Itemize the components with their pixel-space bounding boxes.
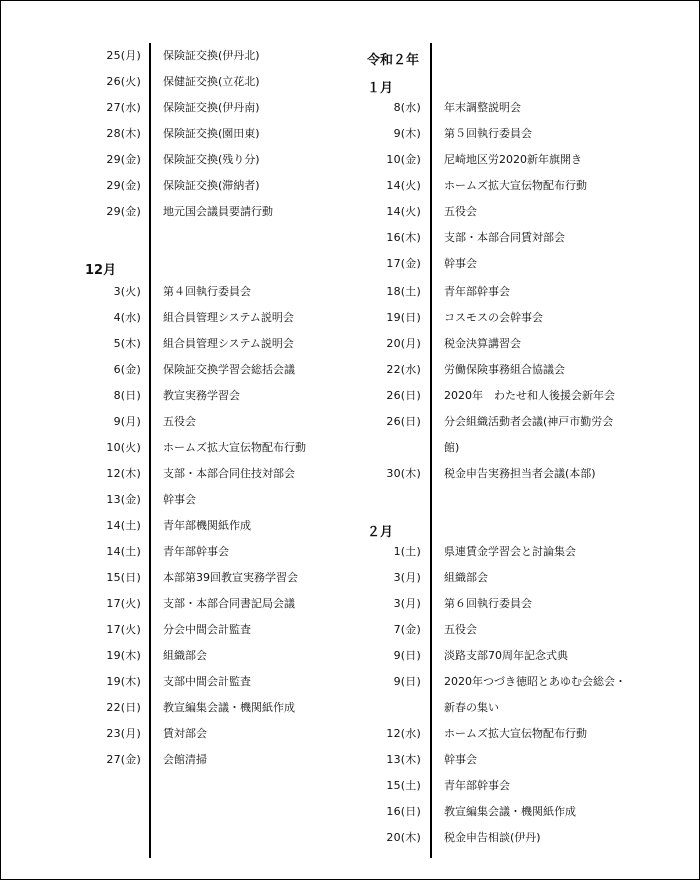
- event-title: 組合員管理システム説明会: [163, 311, 294, 324]
- event-title: 支部・本部合同住技対部会: [163, 467, 295, 480]
- event-date: 29(金): [106, 153, 141, 166]
- event-date: 10(火): [106, 441, 141, 454]
- event-date: 9(日): [393, 649, 421, 662]
- event-title: 第５回執行委員会: [444, 127, 532, 140]
- left-column-rule: [149, 43, 151, 858]
- event-title: ホームズ拡大宣伝物配布行動: [163, 441, 306, 454]
- event-title: 年末調整説明会: [444, 101, 521, 114]
- event-title: 組織部会: [163, 649, 207, 662]
- event-title: 五役会: [444, 205, 477, 218]
- era-heading: 令和２年: [367, 53, 420, 68]
- event-title: 五役会: [444, 623, 477, 636]
- event-title: ホームズ拡大宣伝物配布行動: [444, 727, 587, 740]
- event-date: 17(火): [106, 623, 141, 636]
- event-date: 30(木): [386, 467, 421, 480]
- event-title: 第６回執行委員会: [444, 597, 532, 610]
- event-title: 地元国会議員要請行動: [163, 205, 273, 218]
- event-title: 労働保険事務組合協議会: [444, 363, 565, 376]
- event-date: 13(金): [106, 493, 141, 506]
- event-title: 保険証交換(残り分): [163, 153, 260, 166]
- event-date: 3(月): [393, 597, 421, 610]
- event-title: 幹事会: [444, 257, 477, 270]
- event-date: 3(火): [113, 285, 141, 298]
- event-title: 2020年 わたせ和人後援会新年会: [444, 389, 615, 402]
- event-title: 淡路支部70周年記念式典: [444, 649, 568, 662]
- event-date: 13(木): [386, 753, 421, 766]
- event-date: 17(金): [386, 257, 421, 270]
- event-title: ホームズ拡大宣伝物配布行動: [444, 179, 587, 192]
- event-title: 青年部幹事会: [163, 545, 229, 558]
- event-date: 3(月): [393, 571, 421, 584]
- event-date: 26(火): [106, 75, 141, 88]
- event-title: 賃対部会: [163, 727, 207, 740]
- event-title: 青年部幹事会: [444, 285, 510, 298]
- event-date: 4(水): [113, 311, 141, 324]
- event-title: 支部・本部合同賃対部会: [444, 231, 565, 244]
- event-title: 分会中間会計監査: [163, 623, 251, 636]
- event-date: 19(木): [106, 675, 141, 688]
- event-date: 27(水): [106, 101, 141, 114]
- event-date: 15(日): [106, 571, 141, 584]
- event-title: 税金申告相談(伊丹): [444, 831, 541, 844]
- event-date: 26(日): [386, 389, 421, 402]
- month-heading: 12月: [85, 263, 117, 278]
- event-date: 9(日): [393, 675, 421, 688]
- event-title: 幹事会: [163, 493, 196, 506]
- event-date: 19(木): [106, 649, 141, 662]
- event-date: 9(木): [393, 127, 421, 140]
- event-title: 青年部幹事会: [444, 779, 510, 792]
- event-date: 12(水): [386, 727, 421, 740]
- event-title: 保険証交換(滞納者): [163, 179, 260, 192]
- event-date: 29(金): [106, 179, 141, 192]
- event-date: 22(水): [386, 363, 421, 376]
- event-date: 14(火): [386, 205, 421, 218]
- event-title: 保健証交換(立花北): [163, 75, 260, 88]
- event-date: 16(木): [386, 231, 421, 244]
- event-title: 第４回執行委員会: [163, 285, 251, 298]
- event-title: 教宣編集会議・機関紙作成: [444, 805, 576, 818]
- event-title: 幹事会: [444, 753, 477, 766]
- event-title: 組合員管理システム説明会: [163, 337, 294, 350]
- event-date: 17(火): [106, 597, 141, 610]
- event-title: 新春の集い: [444, 701, 499, 714]
- event-date: 10(金): [386, 153, 421, 166]
- event-date: 20(月): [386, 337, 421, 350]
- event-title: 尼崎地区労2020新年旗開き: [444, 153, 582, 166]
- event-date: 29(金): [106, 205, 141, 218]
- event-date: 25(月): [106, 49, 141, 62]
- event-title: 保険証交換(伊丹北): [163, 49, 260, 62]
- event-title: 五役会: [163, 415, 196, 428]
- event-title: 支部中間会計監査: [163, 675, 251, 688]
- event-date: 5(木): [113, 337, 141, 350]
- event-title: 青年部機関紙作成: [163, 519, 251, 532]
- event-date: 16(日): [386, 805, 421, 818]
- event-title: 教宣実務学習会: [163, 389, 240, 402]
- event-date: 26(日): [386, 415, 421, 428]
- event-date: 12(木): [106, 467, 141, 480]
- event-date: 27(金): [106, 753, 141, 766]
- event-date: 23(月): [106, 727, 141, 740]
- month-heading: ２月: [367, 525, 394, 540]
- right-column-rule: [430, 43, 432, 858]
- event-title: コスモスの会幹事会: [444, 311, 543, 324]
- event-date: 14(土): [106, 545, 141, 558]
- event-title: 保険証交換(園田東): [163, 127, 260, 140]
- event-date: 7(金): [393, 623, 421, 636]
- event-title: 2020年つづき徳昭とあゆむ会総会・: [444, 675, 626, 688]
- event-title: 館): [444, 441, 460, 454]
- event-date: 15(土): [386, 779, 421, 792]
- event-title: 県連賃金学習会と討論集会: [444, 545, 576, 558]
- event-title: 教宣編集会議・機関紙作成: [163, 701, 295, 714]
- event-date: 14(土): [106, 519, 141, 532]
- event-title: 保険証交換学習会総括会議: [163, 363, 295, 376]
- event-title: 税金決算講習会: [444, 337, 521, 350]
- event-title: 保険証交換(伊丹南): [163, 101, 260, 114]
- event-title: 分会組織活動者会議(神戸市勤労会: [444, 415, 614, 428]
- event-date: 20(木): [386, 831, 421, 844]
- event-date: 1(土): [393, 545, 421, 558]
- event-date: 22(日): [106, 701, 141, 714]
- event-date: 8(水): [393, 101, 421, 114]
- event-date: 19(日): [386, 311, 421, 324]
- event-date: 14(火): [386, 179, 421, 192]
- event-title: 本部第39回教宣実務学習会: [163, 571, 298, 584]
- event-date: 8(日): [113, 389, 141, 402]
- event-title: 組織部会: [444, 571, 488, 584]
- month-heading: １月: [367, 81, 394, 96]
- event-date: 28(木): [106, 127, 141, 140]
- event-title: 支部・本部合同書記局会議: [163, 597, 295, 610]
- event-title: 会館清掃: [163, 753, 207, 766]
- event-date: 6(金): [113, 363, 141, 376]
- event-title: 税金申告実務担当者会議(本部): [444, 467, 596, 480]
- event-date: 18(土): [386, 285, 421, 298]
- event-date: 9(月): [113, 415, 141, 428]
